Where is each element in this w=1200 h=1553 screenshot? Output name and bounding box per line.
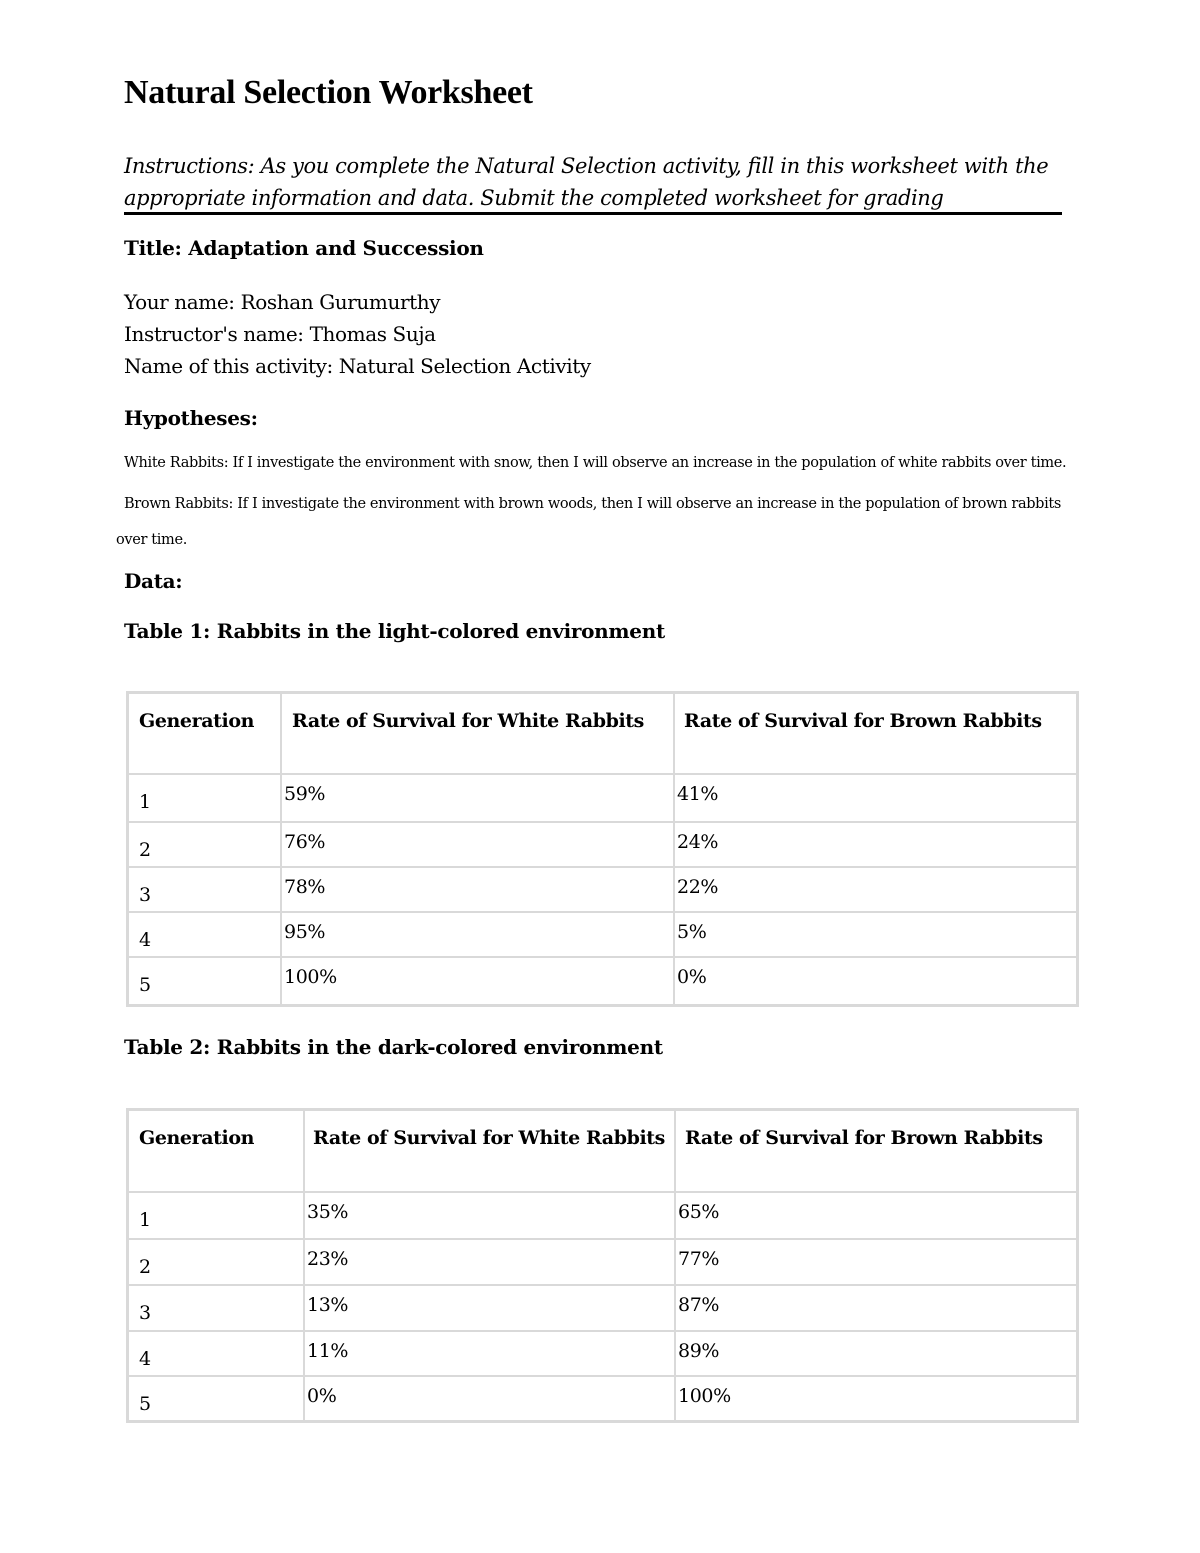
table2-cell: 1 (128, 1192, 304, 1239)
table2-cell: 13% (304, 1285, 675, 1331)
table2-cell: 35% (304, 1192, 675, 1239)
student-info (124, 286, 591, 382)
data-heading: Data: (124, 569, 183, 593)
table1-cell: 78% (281, 867, 674, 912)
table1-cell: 100% (281, 957, 674, 1005)
table1-header-white: Rate of Survival for White Rabbits (281, 693, 674, 774)
table1-cell: 41% (674, 774, 1077, 822)
table1-cell: 76% (281, 822, 674, 867)
table2-cell: 89% (675, 1331, 1077, 1376)
table-row (128, 1192, 1077, 1239)
table-row (128, 822, 1077, 867)
table1-cell: 5 (128, 957, 281, 1005)
table2-cell: 100% (675, 1376, 1077, 1421)
instructor-name: Instructor's name: Thomas Suja (124, 322, 436, 346)
table1-cell: 24% (674, 822, 1077, 867)
table2-cell: 0% (304, 1376, 675, 1421)
table1-cell: 59% (281, 774, 674, 822)
table2-cell: 65% (675, 1192, 1077, 1239)
table1-cell: 5% (674, 912, 1077, 957)
table1-header-generation: Generation (128, 693, 281, 774)
hypotheses-heading: Hypotheses: (124, 406, 258, 430)
table1-cell: 22% (674, 867, 1077, 912)
table1-cell: 1 (128, 774, 281, 822)
table-row (128, 1331, 1077, 1376)
table-row (128, 1285, 1077, 1331)
table1-cell: 95% (281, 912, 674, 957)
table1 (127, 692, 1078, 1006)
table2-cell: 4 (128, 1331, 304, 1376)
hypothesis-brown-line-1: Brown Rabbits: If I investigate the environment with brown woods, then I will observe an increase in the population of brown rabbits (124, 496, 1061, 512)
table1-header-row (128, 693, 1077, 774)
hypothesis-brown-line-2: over time. (116, 532, 187, 548)
your-name: Your name: Roshan Gurumurthy (124, 290, 441, 314)
instructions-line-1: Instructions: As you complete the Natural Selection activity, fill in this worksheet with the (124, 154, 1049, 178)
table2-header-generation: Generation (128, 1110, 304, 1192)
table2-cell: 77% (675, 1239, 1077, 1285)
table2-cell: 87% (675, 1285, 1077, 1331)
table2-cell: 23% (304, 1239, 675, 1285)
table1-header-brown: Rate of Survival for Brown Rabbits (674, 693, 1077, 774)
table2 (127, 1109, 1078, 1422)
table2-header-brown: Rate of Survival for Brown Rabbits (675, 1110, 1077, 1192)
table1-cell: 2 (128, 822, 281, 867)
table-row (128, 957, 1077, 1005)
table2-header-white: Rate of Survival for White Rabbits (304, 1110, 675, 1192)
table-row (128, 774, 1077, 822)
table-row (128, 1376, 1077, 1421)
table2-cell: 11% (304, 1331, 675, 1376)
table-row (128, 912, 1077, 957)
divider (124, 212, 1062, 215)
table2-caption: Table 2: Rabbits in the dark-colored environment (124, 1035, 663, 1059)
hypothesis-white: White Rabbits: If I investigate the environment with snow, then I will observe an increase in the population of white rabbits over time. (124, 455, 1067, 471)
table2-cell: 2 (128, 1239, 304, 1285)
activity-name: Name of this activity: Natural Selection Activity (124, 354, 591, 378)
table2-cell: 3 (128, 1285, 304, 1331)
table-row (128, 1239, 1077, 1285)
table1-cell: 0% (674, 957, 1077, 1005)
table2-cell: 5 (128, 1376, 304, 1421)
table1-caption: Table 1: Rabbits in the light-colored environment (124, 619, 665, 643)
activity-title: Title: Adaptation and Succession (124, 236, 484, 260)
table2-header-row (128, 1110, 1077, 1192)
page-title: Natural Selection Worksheet (124, 74, 533, 111)
instructions-line-2: appropriate information and data. Submit the completed worksheet for grading (124, 186, 944, 210)
table1-cell: 4 (128, 912, 281, 957)
instructions (124, 150, 1048, 214)
table1-cell: 3 (128, 867, 281, 912)
table-row (128, 867, 1077, 912)
